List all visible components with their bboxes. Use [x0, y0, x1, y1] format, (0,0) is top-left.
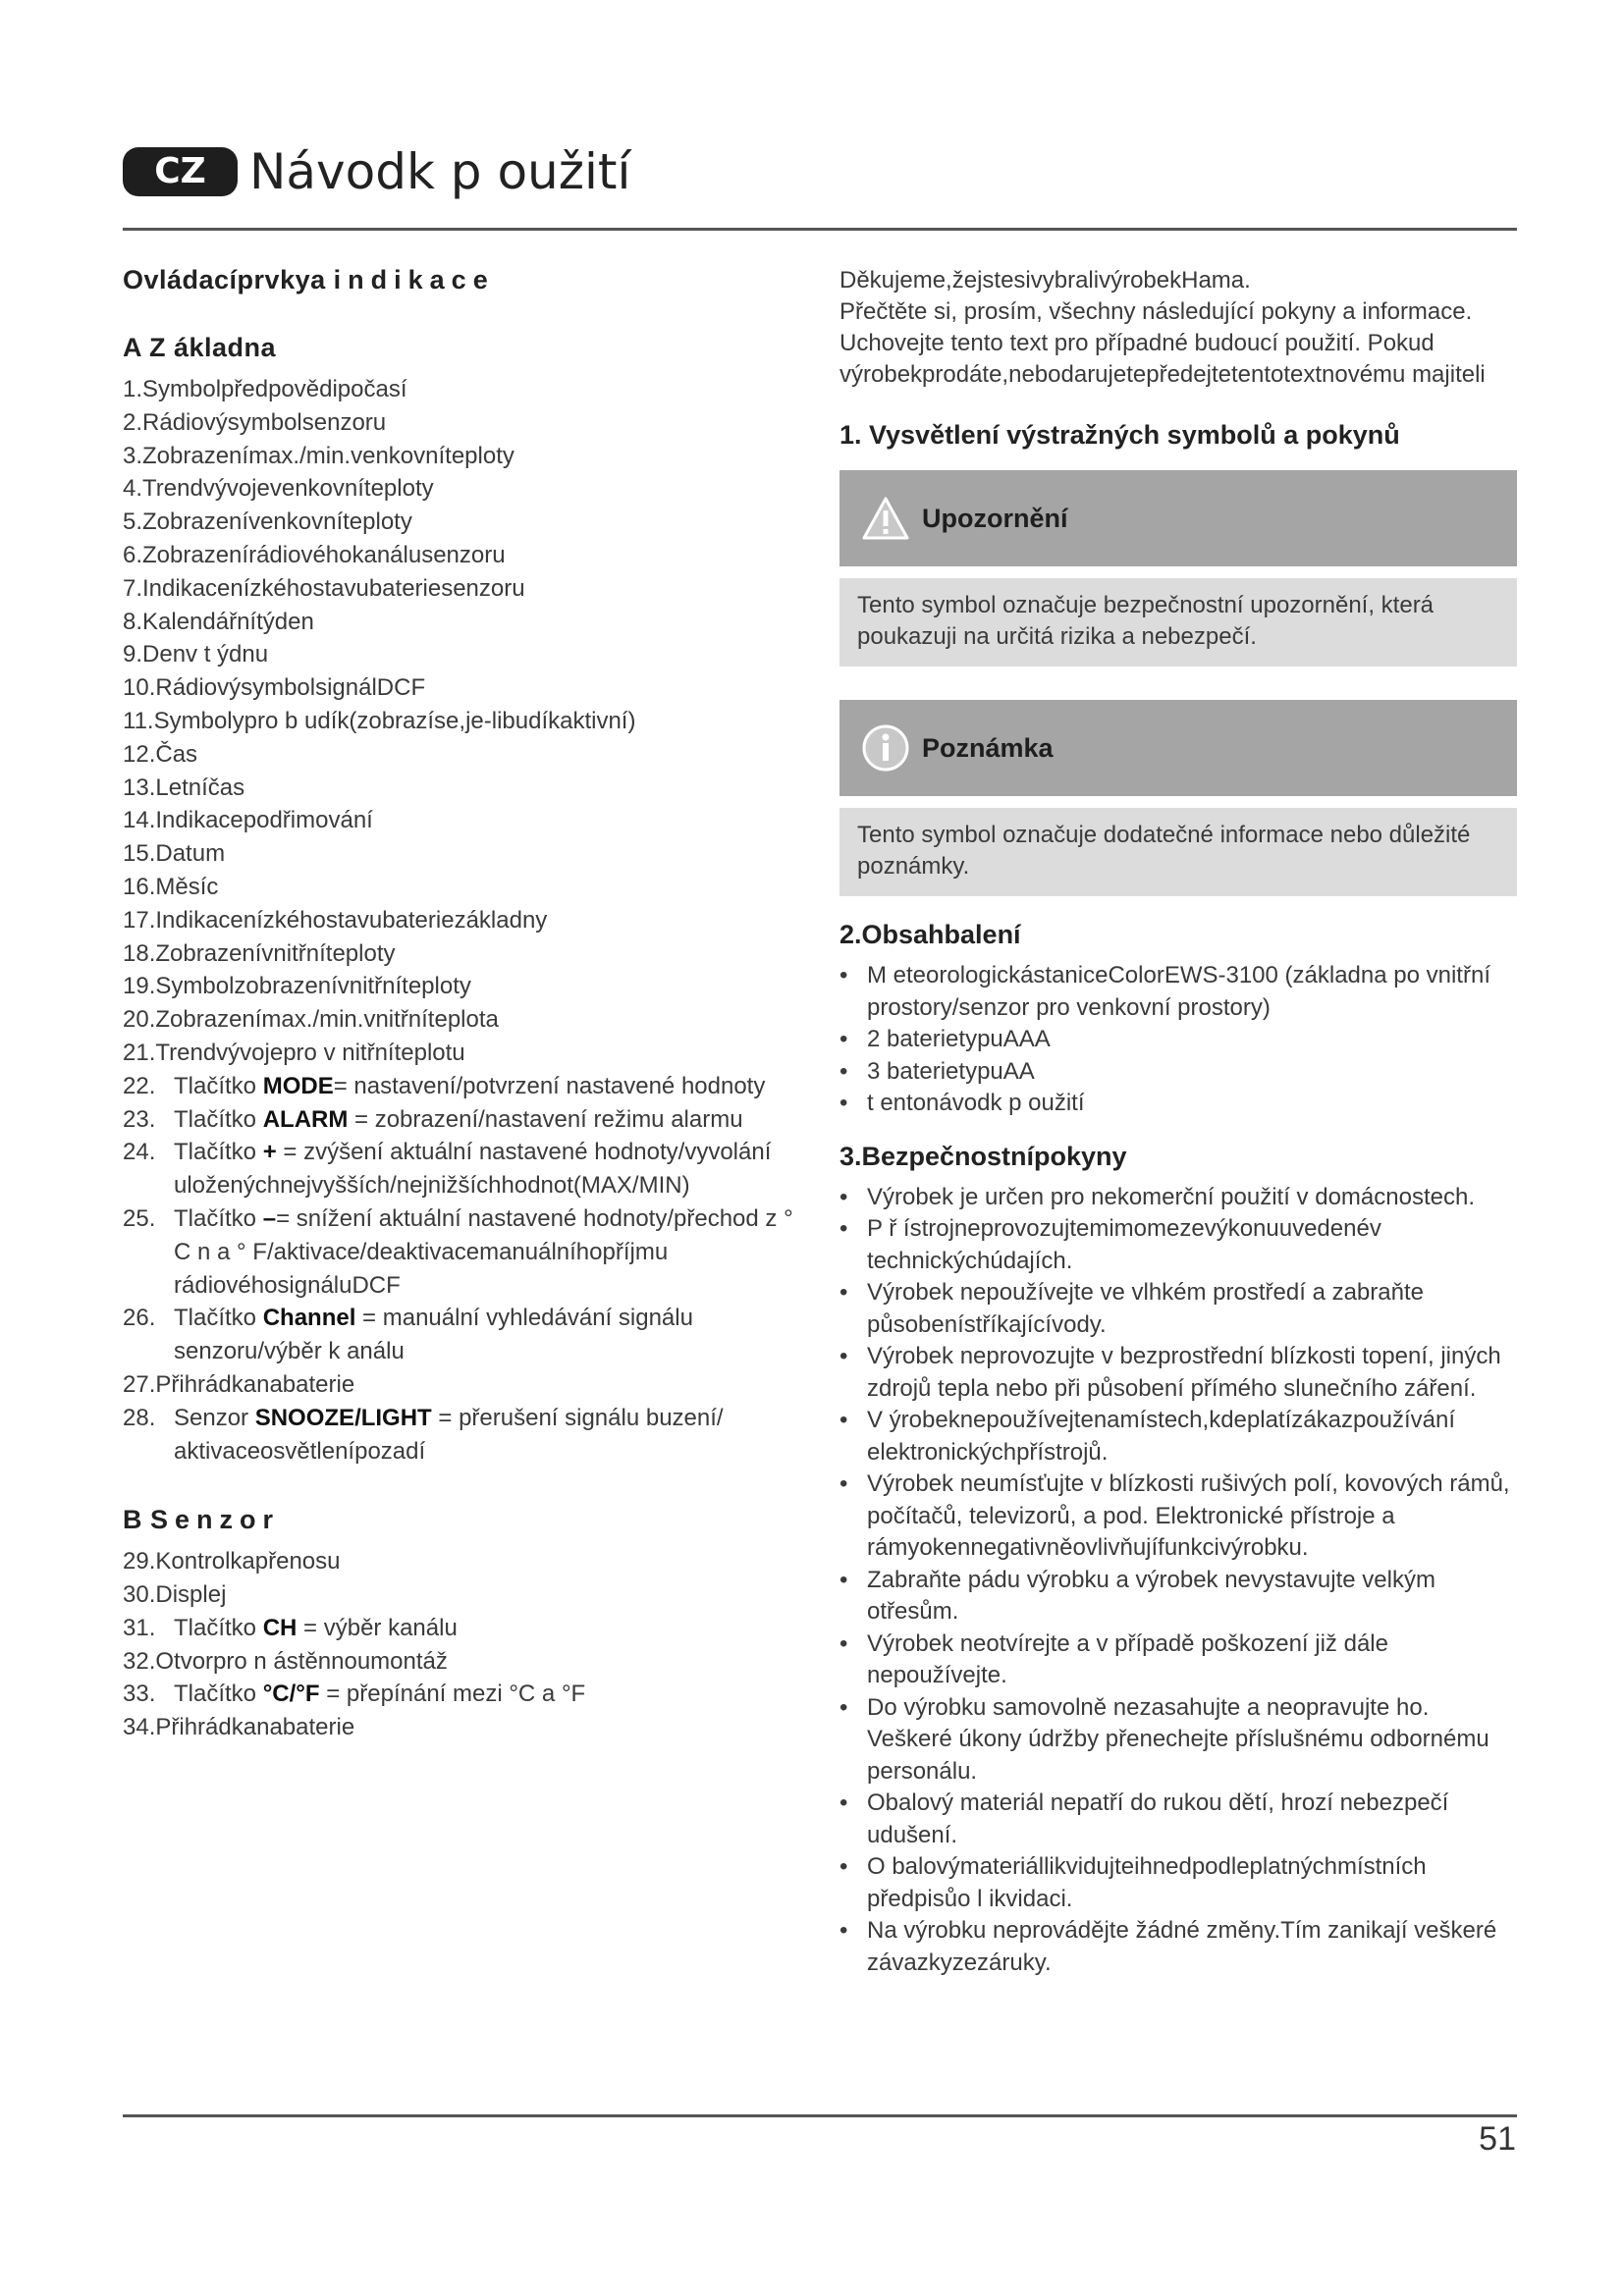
list-item-ch: 31. Tlačítko CH = výběr kanálu: [123, 1614, 458, 1641]
list-item: 13. Letníčas: [123, 774, 245, 801]
list-item-minus: 25. Tlačítko –= snížení aktuální nastavené hodnoty/přechod z ° C n a ° F/aktivace/deaktivacemanuálníhopříjmu rádiovéhosignáluDCF: [123, 1204, 793, 1299]
section-2-title: 2.Obsahbalení: [839, 920, 1021, 949]
list-item: 34. Přihrádkanabaterie: [123, 1714, 355, 1741]
section-3-title: 3.Bezpečnostnípokyny: [839, 1141, 1127, 1171]
list-item: • Výrobek neotvírejte a v případě poškození již dále nepoužívejte.: [839, 1629, 1388, 1688]
list-item: 9. Denv t ýdnu: [123, 641, 269, 668]
list-item-plus: 24. Tlačítko + = zvýšení aktuální nastavené hodnoty/vyvolání uloženýchnejvyšších/nejnižšíchhodnot(MAX/MIN): [123, 1139, 772, 1200]
warning-text: Tento symbol označuje bezpečnostní upozornění, která poukazuji na určitá rizika a nebezpečí.: [839, 578, 1517, 667]
sensor-parts-list: [123, 1545, 810, 1744]
warning-box: [839, 470, 1517, 667]
section-a-heading: [123, 333, 810, 363]
list-item: 21. Trendvývojepro v nitřníteplotu: [123, 1039, 465, 1066]
section-a-title: Z ákladna: [149, 333, 277, 362]
list-item: • Výrobek neprovozujte v bezprostřední blízkosti topení, jiných zdrojů tepla nebo při působení přímého slunečního záření.: [839, 1343, 1501, 1402]
note-header: [839, 700, 1517, 796]
list-item: 6. Zobrazenírádiovéhokanálusenzoru: [123, 541, 506, 568]
section-a-prefix: A: [123, 333, 141, 362]
list-item-alarm: 23. Tlačítko ALARM = zobrazení/nastavení režimu alarmu: [123, 1105, 743, 1133]
section-1-title: 1. Vysvětlení výstražných symbolů a pokynů: [839, 420, 1400, 450]
base-parts-list: [123, 373, 810, 1468]
list-item: • Na výrobku neprovádějte žádné změny.Tím zanikají veškeré závazkyzezáruky.: [839, 1917, 1497, 1976]
list-item: 17. Indikacenízkéhostavubateriezákladny: [123, 906, 548, 934]
package-contents-list: [839, 960, 1517, 1120]
section-b-heading: [123, 1505, 810, 1535]
list-item: 29. Kontrolkapřenosu: [123, 1548, 341, 1575]
list-item-snooze: 28. Senzor SNOOZE/LIGHT = přerušení signálu buzení/ aktivaceosvětlenípozadí: [123, 1404, 724, 1465]
intro-text: [839, 265, 1517, 391]
intro-instructions: Přečtěte si, prosím, všechny následující pokyny a informace. Uchovejte tento text pro případné budoucí použití. Pokud výrobekprodáte,nebodarujetepředejtetentotextnovému majiteli: [839, 298, 1486, 388]
list-item: 19. Symbolzobrazenívnitřníteploty: [123, 973, 471, 1000]
list-item: 1. Symbolpředpovědipočasí: [123, 376, 407, 402]
intro-thanks: Děkujeme,žejstesivybralivýrobekHama.: [839, 267, 1251, 294]
warning-header: [839, 470, 1517, 566]
list-item: 27. Přihrádkanabaterie: [123, 1370, 355, 1398]
list-item: 14. Indikacepodřimování: [123, 807, 373, 834]
list-item: • 2 baterietypuAAA: [839, 1026, 1051, 1052]
controls-heading-b: indikace: [333, 265, 495, 294]
list-item: 18. Zobrazenívnitřníteploty: [123, 939, 396, 967]
list-item: • M eteorologickástaniceColorEWS-3100 (základna po vnitřní prostory/senzor pro venkovní prostory): [839, 962, 1490, 1021]
controls-heading-a: Ovládacíprvkya: [123, 265, 326, 294]
right-column: [839, 265, 1517, 1979]
list-item: 32. Otvorpro n ástěnnoumontáž: [123, 1647, 448, 1675]
info-icon: [861, 723, 910, 773]
note-label: Poznámka: [922, 732, 1054, 763]
list-item: 11. Symbolypro b udík(zobrazíse,je-libudíkaktivní): [123, 707, 636, 734]
warning-triangle-icon: [861, 494, 910, 543]
list-item: 16. Měsíc: [123, 873, 219, 900]
left-column: [123, 265, 810, 1744]
page-header: [123, 137, 630, 206]
list-item: 8. Kalendářnítýden: [123, 608, 314, 635]
list-item: 7. Indikacenízkéhostavubateriesenzoru: [123, 574, 525, 602]
list-item: 10. RádiovýsymbolsignálDCF: [123, 674, 426, 702]
language-badge: CZ: [123, 147, 238, 196]
list-item: • t entonávodk p oužití: [839, 1090, 1085, 1116]
list-item: • Do výrobku samovolně nezasahujte a neopravujte ho. Veškeré úkony údržby přenechejte příslušnému odbornému personálu.: [839, 1693, 1489, 1785]
list-item: 20. Zobrazenímax./min.vnitřníteplota: [123, 1006, 499, 1034]
list-item-channel: 26. Tlačítko Channel = manuální vyhledávání signálu senzoru/výběr k análu: [123, 1305, 693, 1365]
note-box: [839, 700, 1517, 896]
list-item: • 3 baterietypuAA: [839, 1057, 1035, 1085]
list-item: • Výrobek neumísťujte v blízkosti rušivých polí, kovových rámů, počítačů, televizorů, a pod. Elektronické přístroje a rámyokennegativněovlivňujífunkcivýrobku.: [839, 1470, 1510, 1561]
list-item: • O balovýmateriállikvidujteihnedpodleplatnýchmístních předpisůo l ikvidaci.: [839, 1853, 1427, 1912]
list-item: 2. Rádiovýsymbolsenzoru: [123, 408, 387, 436]
list-item: 4. Trendvývojevenkovníteploty: [123, 475, 434, 503]
section-b-prefix: B: [123, 1505, 142, 1535]
page-number: 51: [1479, 2120, 1516, 2158]
list-item: • Obalový materiál nepatří do rukou dětí, hrozí nebezpečí udušení.: [839, 1789, 1449, 1848]
safety-list: [839, 1182, 1517, 1980]
note-text: Tento symbol označuje dodatečné informace nebo důležité poznámky.: [839, 808, 1517, 896]
list-item: 30. Displej: [123, 1581, 227, 1609]
list-item: 12. Čas: [123, 740, 198, 768]
bottom-divider: [123, 2114, 1517, 2117]
list-item: 3. Zobrazenímax./min.venkovníteploty: [123, 442, 514, 469]
warning-label: Upozornění: [922, 503, 1068, 533]
list-item: 5. Zobrazenívenkovníteploty: [123, 508, 412, 536]
list-item: • V ýrobeknepoužívejtenamístech,kdeplatízákazpoužívání elektronickýchpřístrojů.: [839, 1407, 1456, 1466]
page-title: Návodk p oužití: [249, 143, 631, 200]
list-item: 15. Datum: [123, 840, 226, 868]
top-divider: [123, 228, 1517, 231]
list-item: • Zabraňte pádu výrobku a výrobek nevystavujte velkým otřesům.: [839, 1566, 1435, 1625]
section-b-title: Senzor: [150, 1505, 281, 1535]
list-item: • Výrobek je určen pro nekomerční použití v domácnostech.: [839, 1183, 1475, 1210]
list-item: • P ř ístrojneprovozujtemimomezevýkonuuvedenév technickýchúdajích.: [839, 1215, 1381, 1274]
controls-heading: [123, 265, 810, 295]
list-item-cf: 33. Tlačítko °C/°F = přepínání mezi °C a °F: [123, 1681, 586, 1708]
list-item: • Výrobek nepoužívejte ve vlhkém prostředí a zabraňte působenístříkajícívody.: [839, 1279, 1424, 1338]
list-item-mode: 22. Tlačítko MODE= nastavení/potvrzení nastavené hodnoty: [123, 1072, 766, 1099]
